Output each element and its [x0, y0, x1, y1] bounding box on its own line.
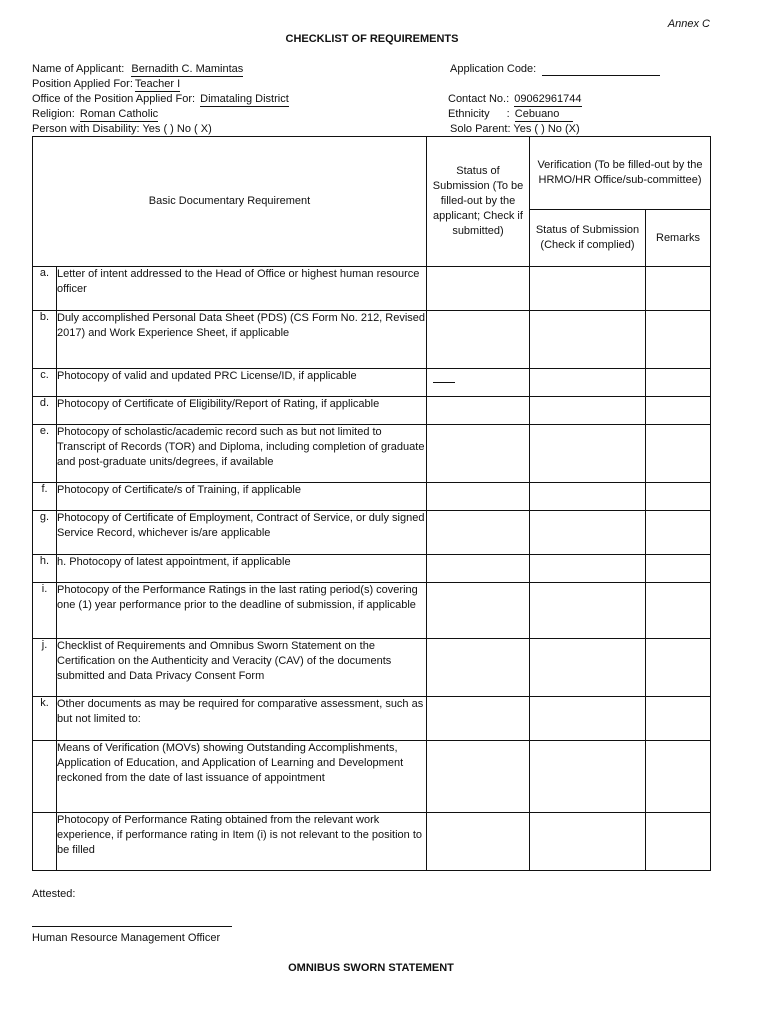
row-letter: i.: [33, 583, 57, 639]
remarks-cell[interactable]: [646, 583, 711, 639]
pwd-line: Person with Disability: Yes ( ) No ( X): [32, 123, 212, 135]
applicant-status-cell[interactable]: [427, 555, 530, 583]
remarks-cell[interactable]: [646, 511, 711, 555]
row-letter: g.: [33, 511, 57, 555]
remarks-cell[interactable]: [646, 697, 711, 741]
row-letter: k.: [33, 697, 57, 741]
remarks-cell[interactable]: [646, 369, 711, 397]
position-line: [32, 77, 180, 91]
office-value: Dimataling District: [200, 93, 289, 105]
applicant-status-cell[interactable]: [427, 741, 530, 813]
office-line: [32, 92, 289, 106]
ethnicity-colon: :: [506, 108, 510, 120]
applicant-status-cell[interactable]: [427, 267, 530, 311]
religion-value: Roman Catholic: [79, 108, 159, 120]
table-row: [33, 813, 711, 871]
row-requirement: Other documents as may be required for comparative assessment, such as but not limited to:: [57, 697, 427, 741]
page-title: CHECKLIST OF REQUIREMENTS: [285, 33, 459, 45]
verification-status-cell[interactable]: [530, 555, 646, 583]
applicant-name-line: [32, 62, 243, 76]
table-row: [33, 397, 711, 425]
remarks-cell[interactable]: [646, 397, 711, 425]
app-code-field: [542, 64, 660, 76]
row-letter: e.: [33, 425, 57, 483]
applicant-status-cell[interactable]: [427, 425, 530, 483]
row-requirement: h. Photocopy of latest appointment, if applicable: [57, 555, 427, 583]
remarks-cell[interactable]: [646, 425, 711, 483]
row-letter: b.: [33, 311, 57, 369]
table-row: [33, 311, 711, 369]
verification-status-cell[interactable]: [530, 267, 646, 311]
remarks-cell[interactable]: [646, 639, 711, 697]
row-requirement: Photocopy of Certificate of Eligibility/Report of Rating, if applicable: [57, 397, 427, 425]
row-requirement: Duly accomplished Personal Data Sheet (PDS) (CS Form No. 212, Revised 2017) and Work Experience Sheet, if applicable: [57, 311, 427, 369]
row-letter: a.: [33, 267, 57, 311]
row-requirement: Photocopy of Certificate of Employment, Contract of Service, or duly signed Service Record, whichever is/are applicable: [57, 511, 427, 555]
verification-status-cell[interactable]: [530, 397, 646, 425]
verification-status-cell[interactable]: [530, 813, 646, 871]
annex-label: Annex C: [667, 18, 710, 30]
app-code-label: Application Code:: [450, 63, 537, 75]
table-row: [33, 369, 711, 397]
verification-status-cell[interactable]: [530, 583, 646, 639]
remarks-cell[interactable]: [646, 813, 711, 871]
table-row: [33, 483, 711, 511]
verification-status-cell[interactable]: [530, 639, 646, 697]
name-value: Bernadith C. Mamintas: [131, 63, 244, 75]
table-row: [33, 583, 711, 639]
verification-status-cell[interactable]: [530, 741, 646, 813]
applicant-status-cell[interactable]: [427, 583, 530, 639]
name-label: Name of Applicant:: [32, 63, 125, 75]
row-letter: c.: [33, 369, 57, 397]
table-row: [33, 741, 711, 813]
remarks-cell[interactable]: [646, 267, 711, 311]
header-remarks: Remarks: [646, 210, 711, 267]
signature-line: [32, 926, 232, 927]
office-label: Office of the Position Applied For:: [32, 93, 196, 105]
omnibus-title: OMNIBUS SWORN STATEMENT: [288, 962, 454, 974]
remarks-cell[interactable]: [646, 555, 711, 583]
header-verification-status: Status of Submission (Check if complied): [530, 210, 646, 267]
ethnicity-value: Cebuano: [515, 108, 574, 122]
row-letter: h.: [33, 555, 57, 583]
contact-label: Contact No.:: [448, 93, 510, 105]
hrmo-label: Human Resource Management Officer: [32, 932, 221, 944]
verification-status-cell[interactable]: [530, 311, 646, 369]
applicant-status-cell[interactable]: [427, 639, 530, 697]
applicant-status-cell[interactable]: [427, 311, 530, 369]
remarks-cell[interactable]: [646, 311, 711, 369]
verification-status-cell[interactable]: [530, 697, 646, 741]
applicant-status-cell[interactable]: [427, 483, 530, 511]
remarks-cell[interactable]: [646, 483, 711, 511]
religion-label: Religion:: [32, 108, 75, 120]
row-letter: [33, 741, 57, 813]
row-letter: [33, 813, 57, 871]
contact-value: 09062961744: [514, 93, 582, 105]
requirements-table: [32, 136, 711, 871]
attested-label: Attested:: [32, 888, 76, 900]
table-row: [33, 267, 711, 311]
row-requirement: Photocopy of the Performance Ratings in the last rating period(s) covering one (1) year performance prior to the deadline of submission, if applicable: [57, 583, 427, 639]
applicant-status-cell[interactable]: [427, 511, 530, 555]
religion-line: [32, 107, 158, 121]
table-row: [33, 511, 711, 555]
header-verification: Verification (To be filled-out by the HRMO/HR Office/sub-committee): [530, 137, 711, 210]
row-requirement: Photocopy of Performance Rating obtained from the relevant work experience, if performance rating in Item (i) is not relevant to the position to be filled: [57, 813, 427, 871]
app-code-line: [450, 62, 660, 76]
dash-mark: [433, 382, 455, 383]
applicant-status-cell[interactable]: [427, 369, 530, 397]
position-label: Position Applied For:: [32, 78, 133, 90]
row-letter: j.: [33, 639, 57, 697]
row-letter: f.: [33, 483, 57, 511]
row-requirement: Photocopy of valid and updated PRC License/ID, if applicable: [57, 369, 427, 397]
table-row: [33, 639, 711, 697]
solo-parent-line: Solo Parent: Yes ( ) No (X): [450, 123, 580, 135]
row-requirement: Means of Verification (MOVs) showing Outstanding Accomplishments, Application of Education, and Application of Learning and Development reckoned from the date of last issuance of appointment: [57, 741, 427, 813]
contact-line: [448, 92, 582, 106]
row-letter: d.: [33, 397, 57, 425]
row-requirement: Photocopy of scholastic/academic record such as but not limited to Transcript of Records (TOR) and Diploma, including completion of graduate and post-graduate units/degrees, if available: [57, 425, 427, 483]
applicant-status-cell[interactable]: [427, 397, 530, 425]
applicant-status-cell[interactable]: [427, 813, 530, 871]
header-requirement: Basic Documentary Requirement: [33, 137, 427, 267]
ethnicity-line: [448, 107, 573, 121]
applicant-status-cell[interactable]: [427, 697, 530, 741]
verification-status-cell[interactable]: [530, 511, 646, 555]
header-status: Status of Submission (To be filled-out by the applicant; Check if submitted): [427, 137, 530, 267]
ethnicity-label: Ethnicity: [448, 108, 490, 120]
table-row: [33, 697, 711, 741]
table-row: [33, 555, 711, 583]
row-requirement: Photocopy of Certificate/s of Training, if applicable: [57, 483, 427, 511]
verification-status-cell[interactable]: [530, 425, 646, 483]
verification-status-cell[interactable]: [530, 483, 646, 511]
row-requirement: Checklist of Requirements and Omnibus Sworn Statement on the Certification on the Authenticity and Veracity (CAV) of the documents submitted and Data Privacy Consent Form: [57, 639, 427, 697]
position-value: Teacher I: [134, 78, 181, 90]
verification-status-cell[interactable]: [530, 369, 646, 397]
row-requirement: Letter of intent addressed to the Head of Office or highest human resource officer: [57, 267, 427, 311]
table-row: [33, 425, 711, 483]
remarks-cell[interactable]: [646, 741, 711, 813]
